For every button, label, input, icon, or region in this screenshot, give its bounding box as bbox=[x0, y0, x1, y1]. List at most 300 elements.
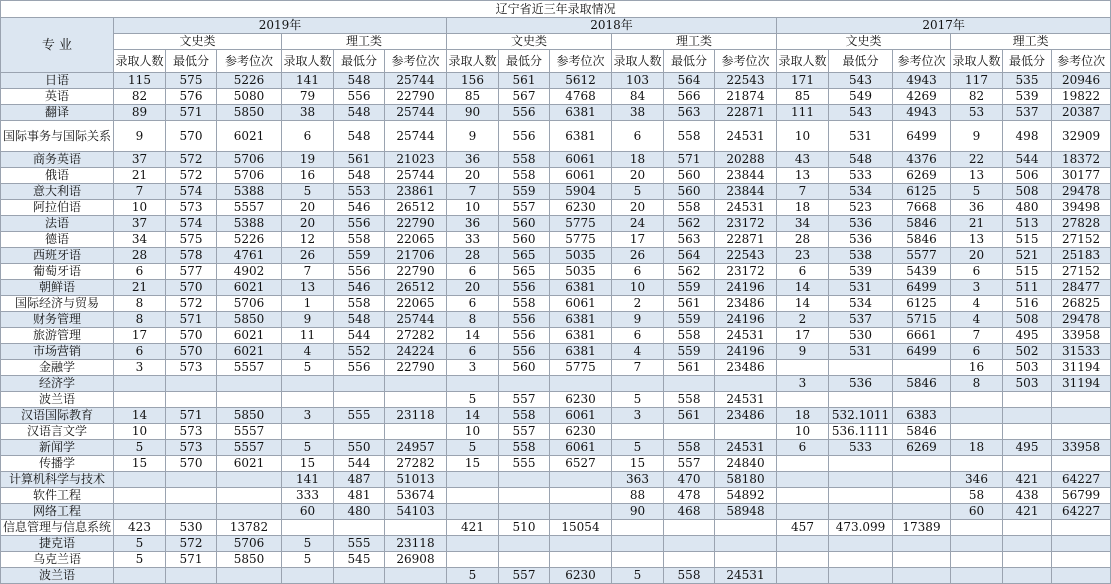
table-row bbox=[1, 472, 1111, 488]
major-name-cell: 旅游管理 bbox=[1, 328, 114, 344]
value-cell: 34 bbox=[114, 232, 166, 248]
value-cell: 5775 bbox=[550, 232, 612, 248]
major-name-cell: 英语 bbox=[1, 89, 114, 105]
table-row bbox=[1, 552, 1111, 568]
value-cell: 25183 bbox=[1052, 248, 1111, 264]
value-cell: 562 bbox=[664, 264, 715, 280]
value-cell: 574 bbox=[166, 184, 217, 200]
major-name-cell: 俄语 bbox=[1, 168, 114, 184]
value-cell: 28 bbox=[447, 248, 499, 264]
value-cell: 3 bbox=[612, 408, 664, 424]
major-name-cell: 朝鲜语 bbox=[1, 280, 114, 296]
value-cell: 23844 bbox=[715, 184, 777, 200]
value-cell: 13 bbox=[282, 280, 334, 296]
value-cell: 571 bbox=[166, 408, 217, 424]
value-cell: 558 bbox=[664, 392, 715, 408]
value-cell: 5775 bbox=[550, 216, 612, 232]
value-cell: 5846 bbox=[893, 232, 951, 248]
major-name-cell: 汉语国际教育 bbox=[1, 408, 114, 424]
value-cell bbox=[893, 392, 951, 408]
value-cell bbox=[951, 568, 1003, 584]
value-cell bbox=[282, 520, 334, 536]
value-cell: 25744 bbox=[385, 168, 447, 184]
value-cell: 4269 bbox=[893, 89, 951, 105]
value-cell: 559 bbox=[664, 312, 715, 328]
value-cell: 6021 bbox=[217, 328, 282, 344]
value-cell: 457 bbox=[777, 520, 829, 536]
value-cell: 8 bbox=[951, 376, 1003, 392]
value-cell: 43 bbox=[777, 152, 829, 168]
value-cell: 421 bbox=[1003, 472, 1052, 488]
value-cell bbox=[951, 392, 1003, 408]
value-cell: 26908 bbox=[385, 552, 447, 568]
value-cell: 548 bbox=[334, 73, 385, 89]
value-cell: 572 bbox=[166, 152, 217, 168]
value-cell: 24531 bbox=[715, 392, 777, 408]
value-cell: 12 bbox=[282, 232, 334, 248]
value-cell: 25744 bbox=[385, 121, 447, 152]
value-cell: 533 bbox=[829, 168, 893, 184]
value-cell: 14 bbox=[777, 280, 829, 296]
value-cell: 6381 bbox=[550, 105, 612, 121]
value-cell: 6269 bbox=[893, 440, 951, 456]
value-cell: 6381 bbox=[550, 121, 612, 152]
value-cell: 6230 bbox=[550, 200, 612, 216]
value-cell bbox=[893, 536, 951, 552]
value-cell: 498 bbox=[1003, 121, 1052, 152]
value-cell: 6499 bbox=[893, 280, 951, 296]
value-cell bbox=[282, 392, 334, 408]
value-cell: 27282 bbox=[385, 456, 447, 472]
value-cell: 5 bbox=[951, 184, 1003, 200]
value-cell: 555 bbox=[334, 408, 385, 424]
value-cell: 32909 bbox=[1052, 121, 1111, 152]
major-name-cell: 金融学 bbox=[1, 360, 114, 376]
value-cell: 5706 bbox=[217, 536, 282, 552]
value-cell bbox=[1003, 392, 1052, 408]
year-header: 2019年 bbox=[114, 18, 447, 34]
value-cell: 23844 bbox=[715, 168, 777, 184]
value-cell: 6 bbox=[447, 344, 499, 360]
field-header: 录取人数 bbox=[777, 50, 829, 73]
value-cell bbox=[1052, 456, 1111, 472]
value-cell bbox=[1052, 536, 1111, 552]
field-header: 参考位次 bbox=[217, 50, 282, 73]
value-cell: 539 bbox=[1003, 89, 1052, 105]
table-row bbox=[1, 184, 1111, 200]
table-row bbox=[1, 152, 1111, 168]
table-row bbox=[1, 360, 1111, 376]
value-cell: 570 bbox=[166, 456, 217, 472]
value-cell: 6021 bbox=[217, 121, 282, 152]
value-cell: 562 bbox=[664, 216, 715, 232]
value-cell: 556 bbox=[499, 280, 550, 296]
value-cell: 34 bbox=[777, 216, 829, 232]
value-cell: 5 bbox=[447, 440, 499, 456]
value-cell bbox=[217, 472, 282, 488]
value-cell bbox=[166, 504, 217, 520]
value-cell bbox=[777, 536, 829, 552]
value-cell: 7 bbox=[612, 360, 664, 376]
value-cell bbox=[951, 520, 1003, 536]
year-header: 2017年 bbox=[777, 18, 1111, 34]
field-header: 录取人数 bbox=[282, 50, 334, 73]
value-cell: 508 bbox=[1003, 312, 1052, 328]
value-cell bbox=[893, 504, 951, 520]
value-cell: 13 bbox=[951, 168, 1003, 184]
value-cell: 546 bbox=[334, 280, 385, 296]
major-column-header: 专 业 bbox=[1, 18, 114, 73]
value-cell bbox=[951, 536, 1003, 552]
value-cell: 9 bbox=[777, 344, 829, 360]
value-cell: 23118 bbox=[385, 408, 447, 424]
value-cell: 14 bbox=[114, 408, 166, 424]
table-row bbox=[1, 73, 1111, 89]
value-cell bbox=[550, 472, 612, 488]
value-cell bbox=[334, 424, 385, 440]
value-cell: 516 bbox=[1003, 296, 1052, 312]
value-cell: 515 bbox=[1003, 264, 1052, 280]
field-header: 最低分 bbox=[829, 50, 893, 73]
value-cell: 558 bbox=[499, 296, 550, 312]
value-cell: 15 bbox=[612, 456, 664, 472]
value-cell: 4768 bbox=[550, 89, 612, 105]
value-cell: 15 bbox=[447, 456, 499, 472]
value-cell: 4943 bbox=[893, 105, 951, 121]
value-cell: 6381 bbox=[550, 280, 612, 296]
value-cell bbox=[893, 568, 951, 584]
table-row bbox=[1, 248, 1111, 264]
value-cell: 555 bbox=[334, 536, 385, 552]
value-cell: 531 bbox=[829, 344, 893, 360]
value-cell: 571 bbox=[166, 552, 217, 568]
value-cell: 24224 bbox=[385, 344, 447, 360]
value-cell: 115 bbox=[114, 73, 166, 89]
value-cell: 510 bbox=[499, 520, 550, 536]
value-cell bbox=[777, 360, 829, 376]
value-cell: 544 bbox=[334, 456, 385, 472]
value-cell: 543 bbox=[829, 73, 893, 89]
value-cell: 538 bbox=[829, 248, 893, 264]
value-cell bbox=[499, 488, 550, 504]
table-row bbox=[1, 232, 1111, 248]
value-cell: 521 bbox=[1003, 248, 1052, 264]
value-cell: 535 bbox=[1003, 73, 1052, 89]
value-cell: 558 bbox=[334, 232, 385, 248]
value-cell: 570 bbox=[166, 121, 217, 152]
value-cell: 7 bbox=[951, 328, 1003, 344]
value-cell: 26512 bbox=[385, 280, 447, 296]
value-cell: 478 bbox=[664, 488, 715, 504]
value-cell bbox=[334, 568, 385, 584]
value-cell: 563 bbox=[664, 105, 715, 121]
value-cell: 22543 bbox=[715, 73, 777, 89]
value-cell bbox=[951, 424, 1003, 440]
value-cell bbox=[550, 552, 612, 568]
major-name-cell: 汉语言文学 bbox=[1, 424, 114, 440]
value-cell bbox=[385, 568, 447, 584]
value-cell: 556 bbox=[334, 89, 385, 105]
value-cell: 90 bbox=[612, 504, 664, 520]
value-cell bbox=[664, 552, 715, 568]
value-cell: 572 bbox=[166, 536, 217, 552]
value-cell: 545 bbox=[334, 552, 385, 568]
major-name-cell: 意大利语 bbox=[1, 184, 114, 200]
value-cell: 22790 bbox=[385, 216, 447, 232]
value-cell: 6661 bbox=[893, 328, 951, 344]
value-cell: 64227 bbox=[1052, 504, 1111, 520]
category-header: 理工类 bbox=[951, 34, 1111, 50]
value-cell: 6 bbox=[612, 121, 664, 152]
value-cell: 17 bbox=[612, 232, 664, 248]
value-cell: 29478 bbox=[1052, 184, 1111, 200]
value-cell bbox=[166, 568, 217, 584]
value-cell: 548 bbox=[334, 105, 385, 121]
table-row bbox=[1, 200, 1111, 216]
value-cell: 26825 bbox=[1052, 296, 1111, 312]
value-cell: 18 bbox=[612, 152, 664, 168]
value-cell: 577 bbox=[166, 264, 217, 280]
value-cell: 548 bbox=[829, 152, 893, 168]
value-cell: 6499 bbox=[893, 121, 951, 152]
value-cell bbox=[217, 376, 282, 392]
value-cell: 513 bbox=[1003, 216, 1052, 232]
value-cell bbox=[893, 552, 951, 568]
value-cell: 85 bbox=[447, 89, 499, 105]
value-cell: 502 bbox=[1003, 344, 1052, 360]
value-cell: 24957 bbox=[385, 440, 447, 456]
value-cell: 6499 bbox=[893, 344, 951, 360]
value-cell: 556 bbox=[499, 312, 550, 328]
value-cell: 571 bbox=[664, 152, 715, 168]
value-cell: 5 bbox=[612, 440, 664, 456]
value-cell: 21 bbox=[951, 216, 1003, 232]
value-cell: 558 bbox=[664, 568, 715, 584]
value-cell: 10 bbox=[447, 200, 499, 216]
field-header: 录取人数 bbox=[951, 50, 1003, 73]
table-row bbox=[1, 280, 1111, 296]
value-cell: 573 bbox=[166, 440, 217, 456]
value-cell: 363 bbox=[612, 472, 664, 488]
value-cell bbox=[715, 376, 777, 392]
value-cell: 10 bbox=[777, 121, 829, 152]
value-cell: 438 bbox=[1003, 488, 1052, 504]
value-cell: 171 bbox=[777, 73, 829, 89]
value-cell bbox=[715, 552, 777, 568]
value-cell: 556 bbox=[334, 264, 385, 280]
value-cell: 8 bbox=[447, 312, 499, 328]
value-cell: 60 bbox=[282, 504, 334, 520]
value-cell bbox=[715, 424, 777, 440]
table-row bbox=[1, 264, 1111, 280]
value-cell: 564 bbox=[664, 73, 715, 89]
value-cell: 558 bbox=[334, 296, 385, 312]
value-cell: 6061 bbox=[550, 152, 612, 168]
value-cell bbox=[114, 472, 166, 488]
value-cell bbox=[951, 408, 1003, 424]
value-cell bbox=[447, 504, 499, 520]
value-cell: 9 bbox=[114, 121, 166, 152]
value-cell bbox=[951, 552, 1003, 568]
value-cell: 544 bbox=[1003, 152, 1052, 168]
value-cell: 536 bbox=[829, 216, 893, 232]
value-cell: 4 bbox=[951, 296, 1003, 312]
value-cell: 6230 bbox=[550, 568, 612, 584]
value-cell: 5846 bbox=[893, 424, 951, 440]
value-cell: 88 bbox=[612, 488, 664, 504]
value-cell: 21874 bbox=[715, 89, 777, 105]
value-cell: 18 bbox=[951, 440, 1003, 456]
value-cell bbox=[114, 392, 166, 408]
value-cell bbox=[217, 488, 282, 504]
value-cell: 24531 bbox=[715, 121, 777, 152]
table-row bbox=[1, 488, 1111, 504]
major-name-cell: 经济学 bbox=[1, 376, 114, 392]
value-cell: 555 bbox=[499, 456, 550, 472]
value-cell: 25744 bbox=[385, 105, 447, 121]
table-row bbox=[1, 312, 1111, 328]
value-cell bbox=[664, 536, 715, 552]
value-cell: 495 bbox=[1003, 328, 1052, 344]
value-cell: 565 bbox=[499, 248, 550, 264]
value-cell: 5715 bbox=[893, 312, 951, 328]
value-cell: 22790 bbox=[385, 360, 447, 376]
value-cell: 54892 bbox=[715, 488, 777, 504]
value-cell bbox=[385, 392, 447, 408]
table-row bbox=[1, 105, 1111, 121]
value-cell: 560 bbox=[664, 168, 715, 184]
value-cell: 5226 bbox=[217, 73, 282, 89]
value-cell: 38 bbox=[612, 105, 664, 121]
value-cell: 503 bbox=[1003, 360, 1052, 376]
value-cell bbox=[217, 568, 282, 584]
value-cell: 27828 bbox=[1052, 216, 1111, 232]
value-cell: 5035 bbox=[550, 264, 612, 280]
value-cell: 13 bbox=[951, 232, 1003, 248]
value-cell: 27282 bbox=[385, 328, 447, 344]
field-header: 参考位次 bbox=[715, 50, 777, 73]
value-cell: 4 bbox=[951, 312, 1003, 328]
category-header: 文史类 bbox=[114, 34, 282, 50]
value-cell: 553 bbox=[334, 184, 385, 200]
value-cell: 8 bbox=[114, 296, 166, 312]
value-cell: 5 bbox=[114, 440, 166, 456]
value-cell: 23861 bbox=[385, 184, 447, 200]
value-cell: 7 bbox=[777, 184, 829, 200]
table-row bbox=[1, 440, 1111, 456]
major-name-cell: 日语 bbox=[1, 73, 114, 89]
table-row bbox=[1, 296, 1111, 312]
value-cell: 14 bbox=[777, 296, 829, 312]
value-cell: 346 bbox=[951, 472, 1003, 488]
value-cell: 26 bbox=[612, 248, 664, 264]
value-cell: 17 bbox=[777, 328, 829, 344]
value-cell: 90 bbox=[447, 105, 499, 121]
value-cell: 5557 bbox=[217, 440, 282, 456]
value-cell: 544 bbox=[334, 328, 385, 344]
value-cell: 2 bbox=[777, 312, 829, 328]
value-cell: 536.1111 bbox=[829, 424, 893, 440]
value-cell bbox=[829, 552, 893, 568]
value-cell: 560 bbox=[499, 232, 550, 248]
value-cell: 20 bbox=[951, 248, 1003, 264]
value-cell: 548 bbox=[334, 312, 385, 328]
value-cell: 573 bbox=[166, 424, 217, 440]
value-cell: 9 bbox=[447, 121, 499, 152]
value-cell: 468 bbox=[664, 504, 715, 520]
major-name-cell: 波兰语 bbox=[1, 392, 114, 408]
value-cell: 506 bbox=[1003, 168, 1052, 184]
value-cell: 58180 bbox=[715, 472, 777, 488]
value-cell: 23486 bbox=[715, 296, 777, 312]
value-cell: 31194 bbox=[1052, 360, 1111, 376]
value-cell: 82 bbox=[951, 89, 1003, 105]
value-cell: 480 bbox=[334, 504, 385, 520]
value-cell bbox=[777, 472, 829, 488]
value-cell: 25744 bbox=[385, 73, 447, 89]
value-cell: 82 bbox=[114, 89, 166, 105]
value-cell: 573 bbox=[166, 360, 217, 376]
value-cell: 5 bbox=[612, 568, 664, 584]
major-name-cell: 市场营销 bbox=[1, 344, 114, 360]
value-cell: 28477 bbox=[1052, 280, 1111, 296]
value-cell bbox=[282, 424, 334, 440]
value-cell: 561 bbox=[664, 296, 715, 312]
value-cell bbox=[829, 456, 893, 472]
value-cell: 28 bbox=[777, 232, 829, 248]
value-cell: 537 bbox=[1003, 105, 1052, 121]
value-cell: 21706 bbox=[385, 248, 447, 264]
value-cell: 5080 bbox=[217, 89, 282, 105]
value-cell: 574 bbox=[166, 216, 217, 232]
value-cell: 117 bbox=[951, 73, 1003, 89]
value-cell bbox=[1003, 552, 1052, 568]
value-cell: 103 bbox=[612, 73, 664, 89]
value-cell bbox=[777, 568, 829, 584]
value-cell: 570 bbox=[166, 280, 217, 296]
value-cell: 6 bbox=[612, 264, 664, 280]
value-cell: 558 bbox=[499, 168, 550, 184]
value-cell: 561 bbox=[664, 408, 715, 424]
value-cell bbox=[166, 392, 217, 408]
field-header: 录取人数 bbox=[612, 50, 664, 73]
value-cell: 5 bbox=[114, 536, 166, 552]
value-cell: 21 bbox=[114, 168, 166, 184]
value-cell: 53674 bbox=[385, 488, 447, 504]
value-cell: 22790 bbox=[385, 89, 447, 105]
value-cell: 6021 bbox=[217, 456, 282, 472]
table-row bbox=[1, 424, 1111, 440]
value-cell: 9 bbox=[612, 312, 664, 328]
value-cell: 39498 bbox=[1052, 200, 1111, 216]
value-cell: 4 bbox=[612, 344, 664, 360]
value-cell: 556 bbox=[499, 121, 550, 152]
value-cell bbox=[664, 520, 715, 536]
table-title: 辽宁省近三年录取情况 bbox=[1, 1, 1111, 18]
value-cell: 487 bbox=[334, 472, 385, 488]
value-cell: 20 bbox=[612, 168, 664, 184]
value-cell bbox=[1052, 392, 1111, 408]
value-cell bbox=[777, 392, 829, 408]
major-name-cell: 德语 bbox=[1, 232, 114, 248]
value-cell: 11 bbox=[282, 328, 334, 344]
major-name-cell: 捷克语 bbox=[1, 536, 114, 552]
value-cell: 4 bbox=[282, 344, 334, 360]
value-cell: 558 bbox=[664, 200, 715, 216]
major-name-cell: 阿拉伯语 bbox=[1, 200, 114, 216]
value-cell: 571 bbox=[166, 105, 217, 121]
value-cell: 558 bbox=[664, 121, 715, 152]
